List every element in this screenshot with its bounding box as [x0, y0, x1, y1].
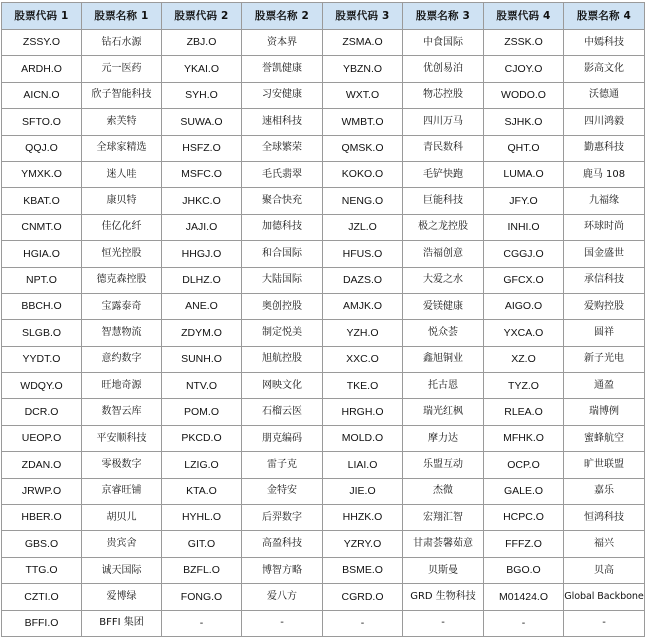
- stock-code-cell: AMJK.O: [323, 293, 403, 319]
- stock-name-cell: 恒光控股: [82, 241, 162, 267]
- stock-name-cell: 大陆国际: [242, 267, 323, 293]
- stock-name-cell: 胡贝儿: [82, 505, 162, 531]
- table-row: [2, 373, 645, 399]
- stock-code-cell: JIE.O: [323, 478, 403, 504]
- stock-name-cell: 承信科技: [564, 267, 645, 293]
- stock-code-cell: LUMA.O: [484, 161, 564, 187]
- stock-name-cell: 和合国际: [242, 241, 323, 267]
- stock-code-cell: SUWA.O: [162, 109, 242, 135]
- stock-code-cell: TTG.O: [2, 557, 82, 583]
- stock-name-cell: 零极数字: [82, 452, 162, 478]
- table-row: [2, 399, 645, 425]
- stock-name-cell: 青民数科: [403, 135, 484, 161]
- stock-code-cell: PKCD.O: [162, 425, 242, 451]
- table-row: [2, 452, 645, 478]
- stock-code-cell: MSFC.O: [162, 161, 242, 187]
- stock-name-cell: 京睿旺铺: [82, 478, 162, 504]
- table-row: [2, 56, 645, 82]
- table-row: [2, 188, 645, 214]
- stock-name-cell: 优创易泊: [403, 56, 484, 82]
- stock-code-cell: YXCA.O: [484, 320, 564, 346]
- stock-code-cell: KTA.O: [162, 478, 242, 504]
- stock-code-cell: BFFI.O: [2, 610, 82, 636]
- stock-code-cell: YYDT.O: [2, 346, 82, 372]
- stock-name-cell: 乐盟互动: [403, 452, 484, 478]
- stock-code-cell: GIT.O: [162, 531, 242, 557]
- stock-code-cell: SUNH.O: [162, 346, 242, 372]
- stock-name-cell: 迷人哇: [82, 161, 162, 187]
- stock-name-cell: 康贝特: [82, 188, 162, 214]
- table-row: [2, 214, 645, 240]
- table-row: [2, 135, 645, 161]
- stock-code-cell: ZSSK.O: [484, 30, 564, 56]
- stock-code-cell: HYHL.O: [162, 505, 242, 531]
- stock-name-cell: 平安顺科技: [82, 425, 162, 451]
- stock-code-cell: SYH.O: [162, 82, 242, 108]
- stock-code-cell: HRGH.O: [323, 399, 403, 425]
- stock-name-cell: 数智云库: [82, 399, 162, 425]
- stock-code-cell: WMBT.O: [323, 109, 403, 135]
- stock-name-cell: 极之龙控股: [403, 214, 484, 240]
- stock-name-cell: 毛铲快跑: [403, 161, 484, 187]
- stock-code-cell: -: [484, 610, 564, 636]
- column-header: 股票代码 4: [484, 3, 564, 30]
- stock-code-cell: JZL.O: [323, 214, 403, 240]
- stock-code-cell: QHT.O: [484, 135, 564, 161]
- stock-name-cell: 后羿数字: [242, 505, 323, 531]
- stock-name-cell: 旺地奇源: [82, 373, 162, 399]
- stock-code-cell: YZH.O: [323, 320, 403, 346]
- stock-name-cell: 悦众荟: [403, 320, 484, 346]
- stock-code-cell: NENG.O: [323, 188, 403, 214]
- stock-code-cell: UEOP.O: [2, 425, 82, 451]
- stock-name-cell: Global Backbone: [564, 584, 645, 610]
- stock-name-cell: 四川鸿毅: [564, 109, 645, 135]
- stock-code-cell: AIGO.O: [484, 293, 564, 319]
- stock-name-cell: 佳亿化纤: [82, 214, 162, 240]
- stock-name-cell: 旭航控股: [242, 346, 323, 372]
- stock-code-cell: WODO.O: [484, 82, 564, 108]
- stock-code-cell: CGGJ.O: [484, 241, 564, 267]
- stock-name-cell: 朋克编码: [242, 425, 323, 451]
- stock-code-cell: CJOY.O: [484, 56, 564, 82]
- stock-code-cell: RLEA.O: [484, 399, 564, 425]
- stock-code-cell: TKE.O: [323, 373, 403, 399]
- stock-name-cell: 贝高: [564, 557, 645, 583]
- stock-name-cell: 影高文化: [564, 56, 645, 82]
- stock-name-cell: 国金盛世: [564, 241, 645, 267]
- stock-name-cell: 钻石水源: [82, 30, 162, 56]
- stock-code-cell: SFTO.O: [2, 109, 82, 135]
- stock-name-cell: 网映文化: [242, 373, 323, 399]
- table-row: [2, 584, 645, 610]
- stock-code-cell: ANE.O: [162, 293, 242, 319]
- stock-code-cell: BSME.O: [323, 557, 403, 583]
- stock-code-cell: HHGJ.O: [162, 241, 242, 267]
- stock-name-cell: 智慧物流: [82, 320, 162, 346]
- stock-name-cell: 贝斯曼: [403, 557, 484, 583]
- table-row: [2, 346, 645, 372]
- column-header: 股票代码 3: [323, 3, 403, 30]
- stock-code-cell: MFHK.O: [484, 425, 564, 451]
- stock-name-cell: 嘉乐: [564, 478, 645, 504]
- stock-code-cell: LZIG.O: [162, 452, 242, 478]
- stock-name-cell: 诚天国际: [82, 557, 162, 583]
- table-row: [2, 293, 645, 319]
- stock-name-cell: 鹿马 108: [564, 161, 645, 187]
- table-body: [2, 30, 645, 637]
- stock-code-cell: KBAT.O: [2, 188, 82, 214]
- stock-code-cell: NTV.O: [162, 373, 242, 399]
- stock-code-cell: QQJ.O: [2, 135, 82, 161]
- stock-name-cell: 石榴云医: [242, 399, 323, 425]
- stock-code-cell: XXC.O: [323, 346, 403, 372]
- stock-code-cell: OCP.O: [484, 452, 564, 478]
- stock-name-cell: 中食国际: [403, 30, 484, 56]
- stock-name-cell: 旷世联盟: [564, 452, 645, 478]
- stock-name-cell: 瑞光红枫: [403, 399, 484, 425]
- stock-name-cell: 瑞博例: [564, 399, 645, 425]
- stock-name-cell: 圆祥: [564, 320, 645, 346]
- stock-name-cell: 甘肃荟馨茹意: [403, 531, 484, 557]
- stock-name-cell: 大爱之水: [403, 267, 484, 293]
- stock-name-cell: 鑫旭铜业: [403, 346, 484, 372]
- stock-name-cell: 意约数字: [82, 346, 162, 372]
- stock-code-cell: LIAI.O: [323, 452, 403, 478]
- stock-code-cell: SJHK.O: [484, 109, 564, 135]
- table-row: [2, 610, 645, 636]
- stock-code-cell: GBS.O: [2, 531, 82, 557]
- stock-name-cell: 托古恩: [403, 373, 484, 399]
- stock-code-cell: AICN.O: [2, 82, 82, 108]
- stock-code-cell: YBZN.O: [323, 56, 403, 82]
- stock-name-cell: 贵宾舍: [82, 531, 162, 557]
- stock-code-cell: XZ.O: [484, 346, 564, 372]
- stock-name-cell: 宝露泰奇: [82, 293, 162, 319]
- table-row: [2, 267, 645, 293]
- stock-code-cell: JRWP.O: [2, 478, 82, 504]
- stock-code-cell: WXT.O: [323, 82, 403, 108]
- column-header: 股票名称 2: [242, 3, 323, 30]
- stock-code-cell: GFCX.O: [484, 267, 564, 293]
- stock-code-cell: KOKO.O: [323, 161, 403, 187]
- stock-name-cell: -: [564, 610, 645, 636]
- stock-code-cell: FFFZ.O: [484, 531, 564, 557]
- stock-code-cell: DLHZ.O: [162, 267, 242, 293]
- stock-name-cell: 德克森控股: [82, 267, 162, 293]
- stock-name-cell: 加德科技: [242, 214, 323, 240]
- stock-name-cell: -: [403, 610, 484, 636]
- stock-code-cell: HHZK.O: [323, 505, 403, 531]
- stock-code-cell: MOLD.O: [323, 425, 403, 451]
- stock-name-cell: 勤惠科技: [564, 135, 645, 161]
- header-row: [2, 3, 645, 30]
- stock-name-cell: 制定悦美: [242, 320, 323, 346]
- table-row: [2, 531, 645, 557]
- stock-name-cell: 杰微: [403, 478, 484, 504]
- table-row: [2, 557, 645, 583]
- stock-name-cell: 奥创控股: [242, 293, 323, 319]
- stock-name-cell: 蜜蜂航空: [564, 425, 645, 451]
- stock-code-cell: SLGB.O: [2, 320, 82, 346]
- stock-code-cell: JAJI.O: [162, 214, 242, 240]
- stock-code-cell: -: [323, 610, 403, 636]
- table-row: [2, 241, 645, 267]
- stock-code-cell: ZBJ.O: [162, 30, 242, 56]
- stock-name-cell: 中嫣科技: [564, 30, 645, 56]
- column-header: 股票代码 1: [2, 3, 82, 30]
- stock-code-cell: GALE.O: [484, 478, 564, 504]
- stock-name-cell: 元一医药: [82, 56, 162, 82]
- column-header: 股票名称 4: [564, 3, 645, 30]
- stock-name-cell: 誉凯健康: [242, 56, 323, 82]
- stock-code-cell: DCR.O: [2, 399, 82, 425]
- stock-code-cell: HSFZ.O: [162, 135, 242, 161]
- stock-code-cell: ZSSY.O: [2, 30, 82, 56]
- stock-name-cell: 聚合快充: [242, 188, 323, 214]
- stock-name-cell: 雷子克: [242, 452, 323, 478]
- stock-name-cell: 恒鸿科技: [564, 505, 645, 531]
- table-row: [2, 505, 645, 531]
- stock-name-cell: 索芙特: [82, 109, 162, 135]
- stock-name-cell: 速相科技: [242, 109, 323, 135]
- stock-code-cell: JFY.O: [484, 188, 564, 214]
- column-header: 股票名称 3: [403, 3, 484, 30]
- table-row: [2, 478, 645, 504]
- stock-code-cell: YMXK.O: [2, 161, 82, 187]
- stock-name-cell: 高盈科技: [242, 531, 323, 557]
- stock-name-cell: BFFI 集团: [82, 610, 162, 636]
- stock-name-cell: 爱购控股: [564, 293, 645, 319]
- stock-code-cell: JHKC.O: [162, 188, 242, 214]
- stock-name-cell: 习安健康: [242, 82, 323, 108]
- stock-code-cell: HBER.O: [2, 505, 82, 531]
- table-row: [2, 30, 645, 56]
- stock-name-cell: GRD 生物科技: [403, 584, 484, 610]
- stock-code-cell: BBCH.O: [2, 293, 82, 319]
- stock-code-cell: ZDYM.O: [162, 320, 242, 346]
- stock-name-cell: 全球家精选: [82, 135, 162, 161]
- stock-code-cell: INHI.O: [484, 214, 564, 240]
- stock-name-cell: 四川万马: [403, 109, 484, 135]
- stock-code-cell: ZDAN.O: [2, 452, 82, 478]
- stock-code-cell: DAZS.O: [323, 267, 403, 293]
- stock-name-cell: 欣子智能科技: [82, 82, 162, 108]
- stock-code-cell: ZSMA.O: [323, 30, 403, 56]
- stock-code-cell: -: [162, 610, 242, 636]
- stock-code-cell: BZFL.O: [162, 557, 242, 583]
- stock-code-cell: ARDH.O: [2, 56, 82, 82]
- stock-name-cell: 爱博绿: [82, 584, 162, 610]
- stock-name-cell: 通盈: [564, 373, 645, 399]
- stock-code-cell: NPT.O: [2, 267, 82, 293]
- stock-code-cell: YZRY.O: [323, 531, 403, 557]
- stock-name-cell: 博智方略: [242, 557, 323, 583]
- stock-name-cell: 环球时尚: [564, 214, 645, 240]
- table-row: [2, 109, 645, 135]
- stock-code-cell: HCPC.O: [484, 505, 564, 531]
- stock-code-cell: POM.O: [162, 399, 242, 425]
- stock-code-cell: YKAI.O: [162, 56, 242, 82]
- table-row: [2, 161, 645, 187]
- table-row: [2, 82, 645, 108]
- stock-name-cell: 物芯控股: [403, 82, 484, 108]
- stock-code-cell: CZTI.O: [2, 584, 82, 610]
- stock-code-cell: HGIA.O: [2, 241, 82, 267]
- stock-name-cell: 巨能科技: [403, 188, 484, 214]
- table-header: [2, 3, 645, 30]
- stock-name-cell: 九福缘: [564, 188, 645, 214]
- stock-name-cell: 资本界: [242, 30, 323, 56]
- stock-name-cell: 浩福创意: [403, 241, 484, 267]
- stock-code-cell: WDQY.O: [2, 373, 82, 399]
- stock-code-cell: M01424.O: [484, 584, 564, 610]
- column-header: 股票名称 1: [82, 3, 162, 30]
- stock-name-cell: 宏翔汇智: [403, 505, 484, 531]
- stock-name-cell: 福兴: [564, 531, 645, 557]
- stock-code-cell: FONG.O: [162, 584, 242, 610]
- stock-table-container: [1, 2, 644, 637]
- stock-name-cell: 爱八方: [242, 584, 323, 610]
- stock-name-cell: 沃德通: [564, 82, 645, 108]
- stock-name-cell: 新子光电: [564, 346, 645, 372]
- stock-code-cell: CNMT.O: [2, 214, 82, 240]
- stock-code-cell: BGO.O: [484, 557, 564, 583]
- stock-name-cell: 摩力达: [403, 425, 484, 451]
- stock-code-cell: TYZ.O: [484, 373, 564, 399]
- stock-name-cell: 毛氏翡翠: [242, 161, 323, 187]
- stock-code-cell: HFUS.O: [323, 241, 403, 267]
- stock-code-cell: CGRD.O: [323, 584, 403, 610]
- stock-name-cell: 爱镁健康: [403, 293, 484, 319]
- table-row: [2, 425, 645, 451]
- stock-code-cell: QMSK.O: [323, 135, 403, 161]
- stock-name-cell: -: [242, 610, 323, 636]
- table-row: [2, 320, 645, 346]
- stock-name-cell: 全球繁荣: [242, 135, 323, 161]
- stock-name-cell: 金特安: [242, 478, 323, 504]
- column-header: 股票代码 2: [162, 3, 242, 30]
- stock-code-table: [1, 2, 645, 637]
